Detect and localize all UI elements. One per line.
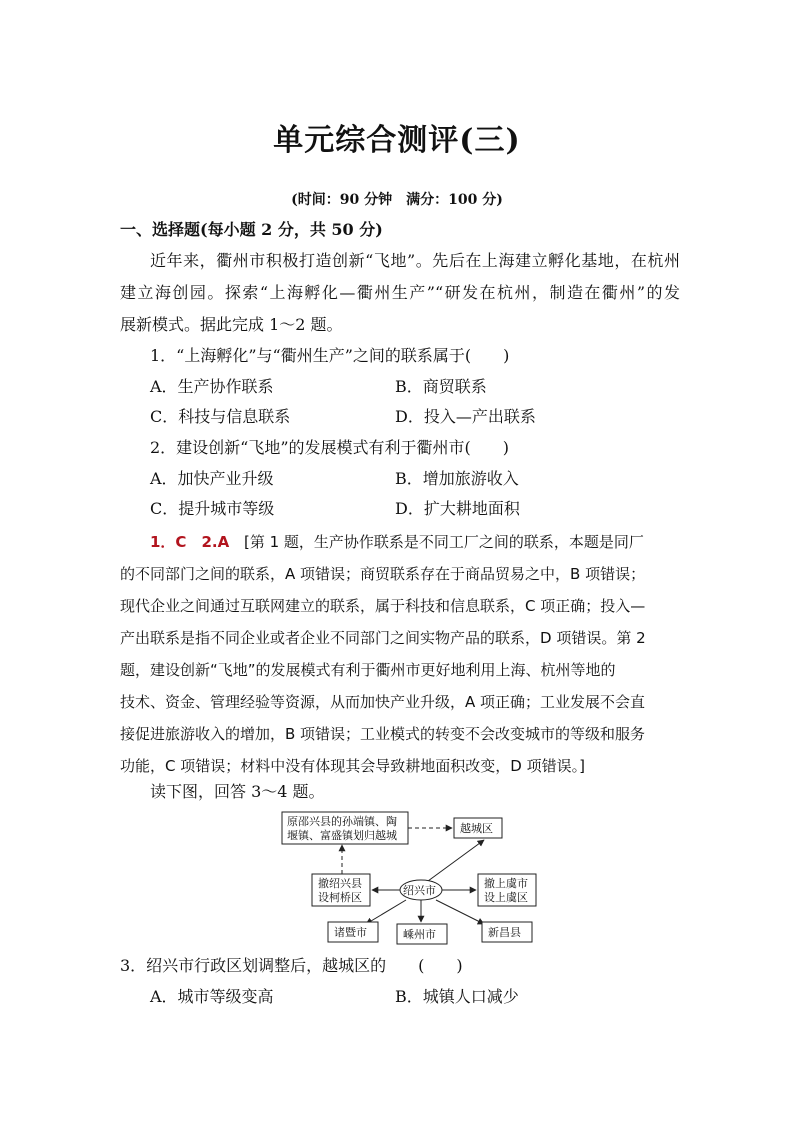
svg-text:堰镇、富盛镇划归越城: 堰镇、富盛镇划归越城 <box>287 829 397 842</box>
answer-line-3: 现代企业之间通过互联网建立的联系，属于科技和信息联系，C 项正确；投入— <box>120 597 646 615</box>
svg-text:撤绍兴县: 撤绍兴县 <box>318 877 362 890</box>
node-shaoxing <box>400 880 442 900</box>
question-1-option-b: B．商贸联系 <box>395 377 487 396</box>
svg-text:新昌县: 新昌县 <box>488 926 521 939</box>
svg-text:嵊州市: 嵊州市 <box>403 928 436 941</box>
admin-division-diagram <box>270 808 560 948</box>
answer-line-6: 技术、资金、管理经验等资源，从而加快产业升级，A 项正确；工业发展不会直 <box>120 693 646 711</box>
edge-shaoxing-to-yuecheng <box>428 840 484 881</box>
question-1-option-d: D．投入—产出联系 <box>395 407 536 426</box>
question-2-option-a: A．加快产业升级 <box>150 469 274 488</box>
node-zhuji <box>328 922 378 942</box>
intro-line-2: 建立海创园。探索“上海孵化—衢州生产”“研发在杭州，制造在衢州”的发 <box>120 283 680 302</box>
answer-line-8: 功能，C 项错误；材料中没有体现其会导致耕地面积改变，D 项错误。] <box>120 757 585 775</box>
svg-text:撤上虞市: 撤上虞市 <box>484 877 528 890</box>
answer-line-1: 1．C 2.A [第 1 题，生产协作联系是不同工厂之间的联系，本题是同厂 <box>150 533 644 551</box>
question-2-stem: 2．建设创新“飞地”的发展模式有利于衢州市( ) <box>150 438 510 457</box>
svg-text:诸暨市: 诸暨市 <box>334 926 367 939</box>
node-shangyu <box>478 874 536 906</box>
svg-text:设上虞区: 设上虞区 <box>484 891 528 904</box>
question-1-stem: 1．“上海孵化”与“衢州生产”之间的联系属于( ) <box>150 346 510 365</box>
question-3-option-b: B．城镇人口减少 <box>395 987 519 1006</box>
answer-line-5: 题，建设创新“飞地”的发展模式有利于衢州市更好地利用上海、杭州等地的 <box>120 661 616 679</box>
page-title: 单元综合测评(三) <box>273 123 521 158</box>
question-1-option-a: A．生产协作联系 <box>150 377 274 396</box>
section-heading: 一、选择题(每小题 2 分，共 50 分) <box>120 220 383 239</box>
svg-text:绍兴市: 绍兴市 <box>403 884 436 897</box>
question-3-option-a: A．城市等级变高 <box>150 987 274 1006</box>
intro-line-3: 展新模式。据此完成 1～2 题。 <box>120 315 343 334</box>
node-xinchang <box>482 922 532 942</box>
answer-key: 1．C 2.A <box>150 533 230 551</box>
question-1-option-c: C．科技与信息联系 <box>150 407 291 426</box>
answer-line-2: 的不同部门之间的联系，A 项错误；商贸联系存在于商品贸易之中，B 项错误； <box>120 565 646 583</box>
node-yuecheng <box>454 818 502 838</box>
node-keqiao <box>312 874 370 906</box>
edge-shaoxing-to-xinchang <box>436 900 484 924</box>
svg-text:越城区: 越城区 <box>460 822 493 835</box>
figure-intro: 读下图，回答 3～4 题。 <box>150 782 325 801</box>
answer-line-7: 接促进旅游收入的增加，B 项错误；工业模式的转变不会改变城市的等级和服务 <box>120 725 646 743</box>
question-3-stem: 3．绍兴市行政区划调整后，越城区的 ( ) <box>120 956 463 975</box>
answer-line-4: 产出联系是指不同企业或者企业不同部门之间实物产品的联系，D 项错误。第 2 <box>120 629 646 647</box>
node-shengzhou <box>397 924 447 944</box>
exam-meta: (时间：90 分钟 满分：100 分) <box>291 192 503 208</box>
question-2-option-d: D．扩大耕地面积 <box>395 499 520 518</box>
intro-line-1: 近年来，衢州市积极打造创新“飞地”。先后在上海建立孵化基地，在杭州 <box>150 251 680 270</box>
edge-shaoxing-to-zhuji <box>366 900 406 924</box>
svg-text:原邵兴县的孙端镇、陶: 原邵兴县的孙端镇、陶 <box>287 815 397 828</box>
question-2-option-b: B．增加旅游收入 <box>395 469 519 488</box>
node-three-towns <box>282 812 408 844</box>
svg-text:设柯桥区: 设柯桥区 <box>318 891 362 904</box>
question-2-option-c: C．提升城市等级 <box>150 499 275 518</box>
